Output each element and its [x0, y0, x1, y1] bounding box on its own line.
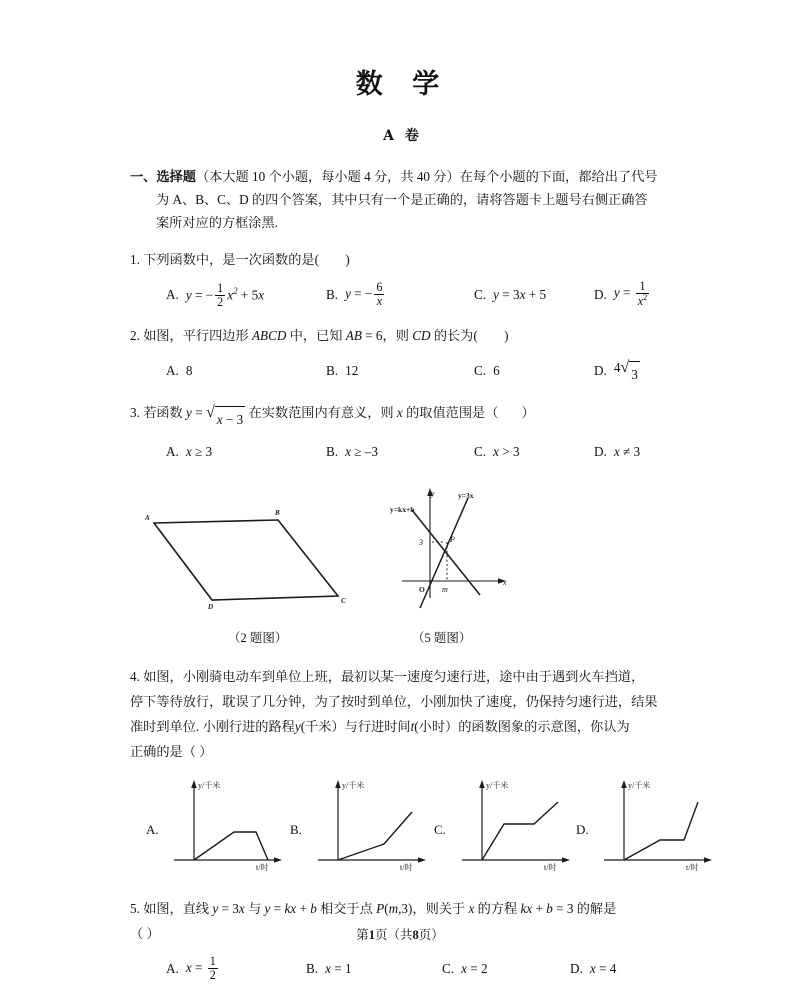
option-5-c[interactable] [442, 955, 570, 983]
question-5-number: 5. [130, 900, 140, 916]
question-2-options [130, 355, 675, 387]
option-1-a-label: A. [166, 286, 179, 302]
option-2-b-label: B. [326, 363, 339, 379]
question-3-options [130, 439, 675, 464]
footer-total-pages: 8 [412, 928, 419, 942]
footer-suffix: 页） [418, 928, 444, 942]
option-2-b-value: 12 [345, 363, 359, 379]
y-axis-label: y [431, 488, 435, 498]
option-5-a-label: A. [166, 961, 179, 977]
question-3-text: 若函数 y = √ x − 3 在实数范围内有意义，则 x 的取值范围是（ ） [143, 405, 534, 420]
question-4-graphs [130, 774, 699, 884]
option-2-c-label: C. [474, 363, 487, 379]
option-5-d-value: x = 4 [589, 961, 617, 977]
question-1 [130, 247, 675, 310]
section-heading-line1: （本大题 10 个小题，每小题 4 分，共 40 分）在每个小题的下面，都给出了代号 [195, 169, 658, 184]
option-3-d-value: x ≠ 3 [613, 443, 641, 459]
option-1-b[interactable] [326, 279, 474, 310]
question-1-options [130, 279, 675, 310]
page-footer [0, 925, 800, 943]
option-5-a[interactable] [166, 955, 306, 983]
question-5-options [130, 955, 675, 983]
question-3 [130, 400, 675, 464]
option-5-b[interactable] [306, 955, 442, 983]
vertex-label-a: A [145, 513, 150, 522]
paper-section-label: A 卷 [383, 128, 422, 144]
option-5-d[interactable] [570, 955, 616, 983]
vertex-label-d: D [208, 602, 214, 611]
option-1-a[interactable] [166, 279, 326, 310]
svg-text:t/时: t/时 [544, 862, 557, 872]
option-2-c[interactable] [474, 355, 594, 387]
question-2 [130, 323, 675, 387]
option-4-b-label: B. [290, 821, 302, 837]
svg-text:t/时: t/时 [400, 862, 413, 872]
x-axis-label: x [503, 577, 507, 587]
section-heading-line3: 案所对应的方框涂黑. [156, 215, 278, 230]
m-label: m [442, 584, 448, 594]
figure-captions [130, 628, 675, 648]
question-1-text: 下列函数中，是一次函数的是( ) [143, 252, 350, 267]
question-2-number: 2. [130, 327, 140, 343]
line-3x-label: y=3x [458, 490, 474, 500]
option-5-c-value: x = 2 [461, 961, 488, 977]
parallelogram-figure [142, 498, 357, 610]
svg-text:y/千米: y/千米 [486, 780, 509, 790]
section-heading-line2: 为 A、B、C、D 的四个答案，其中只有一个是正确的，请将答题卡上题号右侧正确答 [156, 192, 648, 207]
vertex-label-c: C [341, 596, 346, 605]
option-1-d[interactable] [594, 279, 651, 310]
question-4 [130, 664, 675, 764]
option-1-d-label: D. [594, 286, 607, 302]
option-3-b-label: B. [326, 443, 339, 459]
option-4-c-label: C. [434, 821, 446, 837]
figures-row [130, 478, 675, 628]
page-content [130, 0, 699, 983]
question-1-stem [130, 247, 675, 272]
option-1-c[interactable] [474, 279, 594, 310]
question-4-stem [130, 664, 675, 689]
question-2-text: 如图，平行四边形 ABCD 中，已知 AB = 6，则 CD 的长为( ) [143, 327, 509, 343]
figure-2-caption: （2 题图） [228, 630, 288, 645]
option-5-b-value: x = 1 [325, 961, 352, 977]
page-title: 数 学 [355, 69, 450, 100]
question-3-number: 3. [130, 404, 140, 420]
option-2-c-value: 6 [493, 363, 500, 379]
option-1-d-math: y = $\frac{1}{x^2}$ [613, 278, 648, 308]
option-1-b-math: y = − $\frac{6}{x}$ [345, 279, 383, 308]
option-4-b[interactable] [316, 774, 436, 874]
option-5-b-label: B. [306, 961, 319, 977]
question-4-line4: 正确的是（ ） [130, 743, 213, 759]
option-3-d[interactable] [594, 439, 640, 464]
question-3-stem [130, 400, 675, 432]
footer-middle: 页（共 [374, 928, 413, 942]
question-4-number: 4. [130, 668, 140, 684]
svg-text:y/千米: y/千米 [628, 780, 651, 790]
option-4-d-label: D. [576, 821, 589, 837]
question-4-line3: 准时到单位. 小刚行进的路程y(千米）与行进时间t(小时）的函数图象的示意图，你认为 [130, 718, 630, 734]
svg-text:y/千米: y/千米 [342, 780, 365, 790]
option-5-d-label: D. [570, 961, 583, 977]
origin-label: O [419, 584, 425, 594]
option-3-b[interactable] [326, 439, 474, 464]
svg-text:t/时: t/时 [686, 862, 699, 872]
option-2-a-value: 8 [185, 363, 193, 379]
option-3-c[interactable] [474, 439, 594, 464]
option-2-a-label: A. [166, 363, 179, 379]
question-5-line1: 如图，直线 y = 3x 与 y = kx + b 相交于点 P(m,3)，则关于 x 的方程 kx + b = 3 的解是 [143, 900, 617, 916]
footer-prefix: 第 [356, 928, 369, 942]
vertex-label-b: B [275, 508, 280, 517]
footer-page-number: 1 [368, 928, 375, 942]
coordinate-figure [388, 480, 518, 612]
option-4-a-label: A. [146, 821, 159, 837]
question-4-line2: 停下等待放行，耽误了几分钟，为了按时到单位，小刚加快了速度，仍保持匀速行进，结果 [130, 693, 658, 709]
y-intercept-value: 3 [419, 537, 423, 547]
option-3-d-label: D. [594, 443, 607, 459]
option-5-a-value: x = $\frac{1}{2}$ [185, 953, 216, 982]
option-4-c[interactable] [460, 774, 580, 874]
question-2-stem [130, 323, 675, 348]
option-2-a[interactable] [166, 355, 326, 387]
option-5-c-label: C. [442, 961, 455, 977]
option-3-a[interactable] [166, 439, 326, 464]
option-4-a[interactable] [172, 774, 292, 874]
option-1-b-label: B. [326, 286, 339, 302]
section-heading-lead: 一、选择题 [130, 169, 196, 184]
option-2-d[interactable] [594, 355, 640, 387]
question-5-line2: （ ） [130, 925, 160, 941]
line-kxb-label: y=kx+b [390, 504, 415, 514]
option-3-a-value: x ≥ 3 [185, 443, 213, 459]
option-1-a-math: y = − $\frac{1}{2}$ $x^2 + 5x$ [185, 281, 265, 310]
option-1-c-math: y = 3x + 5 [493, 286, 547, 302]
option-3-a-label: A. [166, 443, 179, 459]
option-2-b[interactable] [326, 355, 474, 387]
option-1-c-label: C. [474, 286, 487, 302]
point-p-label: P [450, 534, 455, 544]
option-2-d-label: D. [594, 363, 607, 379]
svg-text:t/时: t/时 [256, 862, 269, 872]
section-heading [130, 165, 675, 234]
option-3-c-value: x > 3 [493, 443, 520, 459]
option-2-d-value: 4 √ 3 [614, 355, 640, 387]
option-3-c-label: C. [474, 443, 487, 459]
figure-5-caption: （5 题图） [412, 630, 472, 645]
option-4-d[interactable] [602, 774, 722, 874]
option-3-b-value: x ≥ –3 [345, 443, 378, 459]
svg-text:y/千米: y/千米 [198, 780, 221, 790]
question-1-number: 1. [130, 252, 140, 267]
question-5-stem [130, 896, 675, 921]
question-4-line1: 如图，小刚骑电动车到单位上班，最初以某一速度匀速行进，途中由于遇到火车挡道， [143, 668, 645, 684]
